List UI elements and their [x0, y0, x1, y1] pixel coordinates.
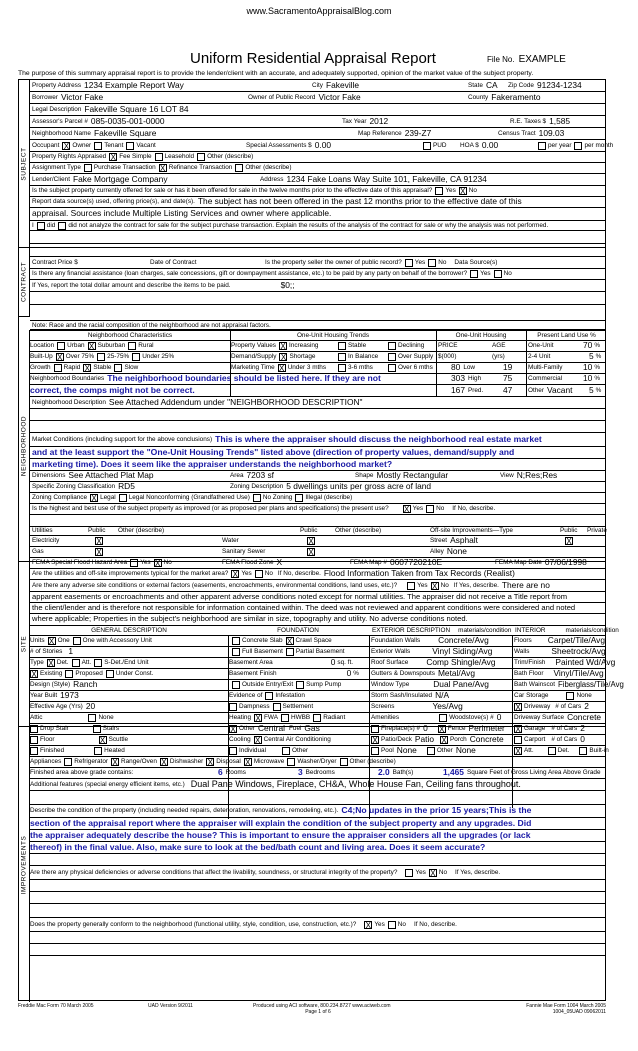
- market-conditions: This is where the appraiser should discuss the neighborhood real estate market: [215, 433, 542, 444]
- effective-age: 20: [85, 701, 96, 712]
- fireplace-checkbox[interactable]: [371, 725, 379, 733]
- produced-by: Produced using ACI software, 800.234.8727 www.aciweb.com Page 1 of 6: [253, 1003, 391, 1015]
- imp-row-features: Additional features (special energy efficient items, etc.) Dual Pane Windows, Fireplace, CH&A, Whole House Fan, Ceiling fans throughout.: [30, 779, 605, 791]
- legal-checkbox[interactable]: X: [91, 494, 97, 503]
- per-month-checkbox[interactable]: [574, 142, 582, 150]
- sump-pump-checkbox[interactable]: [296, 681, 304, 689]
- carport-checkbox[interactable]: [514, 736, 522, 744]
- fannie-form: Fannie Mae Form 1004 March 2005 1004_05UAD 09062011: [526, 1003, 606, 1015]
- basement-finish: 0: [346, 668, 352, 679]
- imp-blank-3: [30, 880, 605, 892]
- section-label-neighborhood: NEIGHBORHOOD: [19, 330, 30, 562]
- increasing-checkbox[interactable]: X: [280, 342, 286, 351]
- site-utilities-row-2: Gas X Sanitary Sewer X Alley None: [30, 547, 605, 558]
- lender-address: 1234 Fake Loans Way Suite 101, Fakeville, CA 91234: [286, 173, 487, 184]
- site-dimensions: See Attached Plat Map: [68, 470, 154, 481]
- under3-checkbox[interactable]: X: [279, 364, 285, 373]
- scuttle-checkbox[interactable]: X: [99, 736, 106, 745]
- uad-version: UAD Version 9/2011: [148, 1003, 193, 1009]
- assignment-other-checkbox[interactable]: [235, 164, 243, 172]
- site-url[interactable]: www.SacramentoAppraisalBlog.com: [246, 6, 392, 16]
- fema-no-checkbox[interactable]: X: [154, 559, 161, 568]
- imp-row-3: Type X Det. Att. S-Det./End Unit Basement Area 0 sq. ft. Roof Surface Comp Shingle/Avg Trim/Finish Painted Wd/Avg: [30, 657, 616, 668]
- att-garage-checkbox[interactable]: X: [515, 747, 521, 756]
- subject-row-legal: Legal Description Fakeville Square 16 LOT 84: [30, 104, 605, 116]
- individual-checkbox[interactable]: [229, 747, 237, 755]
- screens: Yes/Avg: [432, 701, 463, 712]
- imp-blank-8: [30, 956, 605, 970]
- did-not-checkbox[interactable]: [58, 222, 66, 230]
- rights-other-checkbox[interactable]: [197, 153, 205, 161]
- imp-row-appliances: Appliances Refrigerator X Range/Oven X Dishwasher X Disposal X Microwave Washer/Dryer Other (describe): [30, 757, 605, 768]
- one-unit-checkbox[interactable]: X: [48, 637, 55, 646]
- census-tract: 109.03: [538, 127, 565, 138]
- fema-map-date: 07/06/1998: [544, 557, 587, 568]
- site-row-zoning: Specific Zoning Classification RD5 Zoning Description 5 dwellings units per gross acre of land: [30, 482, 605, 493]
- attic-none-checkbox[interactable]: [88, 714, 96, 722]
- purpose-statement: The purpose of this summary appraisal report is to provide the lender/client with an accurate, and adequately supported, opinion of the market value of the subject property.: [18, 70, 534, 77]
- contract-row-total: If Yes, report the total dollar amount and describe the items to be paid. $0;;: [30, 280, 605, 292]
- neighborhood-note: Note: Race and the racial composition of the neighborhood are not appraisal factors.: [30, 321, 605, 331]
- sewer-public-checkbox[interactable]: X: [308, 548, 314, 557]
- site-adverse-row: Are there any adverse site conditions or external factors (easements, encroachments, environmental conditions, land uses, etc.)? Yes X No If Yes, describe. There are no: [30, 580, 605, 592]
- one-unit-pct: 70: [583, 340, 593, 351]
- garage-checkbox[interactable]: X: [515, 725, 521, 734]
- att-checkbox[interactable]: [72, 659, 80, 667]
- improvements-headers: GENERAL DESCRIPTION FOUNDATION EXTERIOR DESCRIPTION materials/condition INTERIOR materials/condition: [30, 626, 605, 636]
- adverse-no-checkbox[interactable]: X: [431, 581, 438, 591]
- under25-checkbox[interactable]: [132, 353, 140, 361]
- dishwasher-checkbox[interactable]: X: [161, 758, 167, 767]
- legal-description: Fakeville Square 16 LOT 84: [84, 103, 189, 114]
- neighborhood-row-5: correct, the comps might not be correct. 167 Pred. 47 Other Vacant 5 %: [30, 385, 605, 397]
- radiant-checkbox[interactable]: [313, 714, 321, 722]
- porch-type: Concrete: [469, 734, 504, 745]
- nonconforming-checkbox[interactable]: [119, 494, 127, 502]
- typical-description: Flood Information Taken from Tax Records (Realist): [323, 568, 515, 579]
- shortage-checkbox[interactable]: X: [280, 353, 287, 362]
- central-ac-checkbox[interactable]: X: [255, 736, 261, 745]
- storm-sash: N/A: [435, 690, 450, 701]
- foundation-walls: Concrete/Avg: [438, 635, 489, 646]
- bedrooms-count: 3: [298, 767, 303, 778]
- market-conditions-cont-2: marketing time). Does it seem like the appraiser understands the neighborhood market?: [32, 458, 393, 469]
- microwave-checkbox[interactable]: X: [245, 758, 251, 767]
- gas-public-checkbox[interactable]: X: [96, 548, 102, 557]
- neighborhood-blank-1: [30, 409, 605, 421]
- assistance-yes-checkbox[interactable]: [470, 270, 478, 278]
- design-style: Ranch: [73, 679, 98, 690]
- trim-finish: Painted Wd/Avg: [555, 657, 616, 668]
- typical-yes-checkbox[interactable]: X: [232, 570, 238, 579]
- site-row-hbu: Is the highest and best use of the subject property as improved (or as proposed per plans and specifications) the present use? X Yes No If No, describe.: [30, 504, 605, 515]
- rural-checkbox[interactable]: [128, 342, 136, 350]
- concrete-slab-checkbox[interactable]: [232, 637, 240, 645]
- contract-row-assistance: Is there any financial assistance (loan charges, sale concessions, gift or downpayment assistance, etc.) to be paid by any party on behalf of the borrower? Yes No: [30, 269, 605, 280]
- street-public-checkbox[interactable]: X: [566, 537, 572, 546]
- high-age: 75: [503, 373, 513, 384]
- commercial-pct: 10: [583, 373, 593, 384]
- subject-row-occupant: Occupant X Owner Tenant Vacant Special Assessments $ 0.00 PUD HOA $ 0.00 per year per month: [32, 139, 614, 151]
- subject-row-rights: Property Rights Appraised X Fee Simple Leasehold Other (describe): [30, 152, 605, 163]
- declining-checkbox[interactable]: [388, 342, 396, 350]
- seller-yes-checkbox[interactable]: [405, 259, 413, 267]
- over75-checkbox[interactable]: X: [57, 353, 63, 362]
- neighborhood-row-market-2: [30, 447, 605, 459]
- pred-age: 47: [503, 384, 513, 395]
- map-reference: 239-Z7: [404, 127, 432, 138]
- site-typical-row: Are the utilities and off-site improvements typical for the market area? X Yes No If No, describe. Flood Information Taken from Tax Records (Realist): [30, 569, 605, 580]
- subject-row-neighborhood: Neighborhood Name Fakeville Square Map Reference 239-Z7 Census Tract 109.03: [30, 128, 605, 140]
- dampness-checkbox[interactable]: [229, 703, 237, 711]
- imp-row-7: Effective Age (Yrs) 20 Dampness Settlement Screens Yes/Avg X Driveway # of Cars 2: [30, 702, 605, 713]
- urban-checkbox[interactable]: [57, 342, 65, 350]
- imp-row-condition: Describe the condition of the property (including needed repairs, deterioration, renovations, remodeling, etc.). C4;No updates in the prior 15 years;This is the: [30, 805, 605, 818]
- year-built: 1973: [60, 690, 79, 701]
- subject-row-apn: Assessor's Parcel # 085-0035-001-0000 Tax Year 2012 R.E. Taxes $ 1,585: [30, 116, 605, 128]
- zoning-class: RD5: [118, 481, 135, 492]
- washer-dryer-checkbox[interactable]: [287, 758, 295, 766]
- accessory-unit-checkbox[interactable]: [73, 637, 81, 645]
- imp-row-deficiency: Are there any physical deficiencies or adverse conditions that affect the livability, soundness, or structural integrity of the property? Yes X No If Yes, describe.: [30, 866, 605, 880]
- crawl-space-checkbox[interactable]: X: [286, 637, 293, 646]
- other-land-use: Vacant: [546, 384, 573, 395]
- infestation-checkbox[interactable]: [265, 692, 273, 700]
- typical-no-checkbox[interactable]: [255, 570, 263, 578]
- adverse-conditions-cont: apparent easements or encroachments and other apparent adverse conditions noted except for normal utilities. The appraiser did not receive a Title report from: [32, 591, 568, 601]
- site-adverse-row-3: [30, 603, 605, 614]
- heating-other: Central: [257, 723, 285, 734]
- imp-row-11: Finished Heated Individual Other Pool None Other None X Att. Det. Built-in: [30, 746, 605, 757]
- pool-type: None: [396, 745, 417, 756]
- det-garage-checkbox[interactable]: [548, 747, 556, 755]
- section-label-site: SITE: [19, 562, 30, 727]
- other-amenity-checkbox[interactable]: [427, 747, 435, 755]
- woodstove-count: 0: [496, 712, 502, 723]
- patio-type: Patio: [414, 734, 434, 745]
- imp-blank-5: [30, 904, 605, 918]
- imp-row-2: # of Stories 1 Full Basement Partial Basement Exterior Walls Vinyl Siding/Avg Walls Sheetrock/Avg: [30, 646, 606, 657]
- borrower: Victor Fake: [60, 91, 104, 102]
- patio-checkbox[interactable]: X: [372, 736, 378, 745]
- did-checkbox[interactable]: [37, 222, 45, 230]
- outside-entry-checkbox[interactable]: [232, 681, 240, 689]
- hbu-no-checkbox[interactable]: [426, 505, 434, 513]
- tenant-checkbox[interactable]: [94, 142, 102, 150]
- site-row-dimensions: Dimensions See Attached Plat Map Area 7203 sf Shape Mostly Rectangular View N;Res;Res: [30, 471, 605, 482]
- roof-surface: Comp Shingle/Avg: [426, 657, 496, 668]
- drop-stair-checkbox[interactable]: [30, 725, 38, 733]
- imp-row-condition-2: [30, 818, 605, 830]
- adverse-conditions: There are no: [501, 579, 550, 590]
- two-four-pct: 5: [589, 351, 594, 362]
- range-checkbox[interactable]: X: [112, 758, 118, 767]
- stable-values-checkbox[interactable]: [338, 342, 346, 350]
- subject-row-address: Property Address 1234 Example Report Way City Fakeville State CA Zip Code 91234-1234: [30, 80, 605, 92]
- contract-section: [30, 220, 605, 330]
- re-taxes: 1,585: [549, 115, 571, 126]
- subject-row-report-data-2: [30, 208, 605, 220]
- floor-checkbox[interactable]: [30, 736, 38, 744]
- contract-blank-2: [30, 244, 605, 257]
- fence-type: Perimeter: [468, 723, 505, 734]
- hwbb-checkbox[interactable]: [281, 714, 289, 722]
- imp-row-10: Floor X Scuttle Cooling X Central Air Conditioning X Patio/Deck Patio X Porch Concrete Carport # of Cars 0: [30, 735, 605, 746]
- imp-blank-6: [30, 932, 605, 944]
- report-data-source-cont: appraisal. Sources include Multiple Listing Services and owner where applicable.: [32, 208, 332, 219]
- neighborhood-row-1: Location Urban X Suburban Rural Property Values X Increasing Stable Declining PRICE AGE One-Unit 70 %: [30, 341, 605, 352]
- carport-cars: 0: [580, 734, 585, 745]
- gutters-downspouts: Metal/Avg: [437, 668, 476, 679]
- neighborhood-row-2: Built-Up X Over 75% 25-75% Under 25% Demand/Supply X Shortage In Balance Over Supply $(000) (yrs) 2-4 Unit 5 %: [30, 352, 605, 363]
- property-condition-cont: section of the appraisal report where the appraiser will explain the condition of the subject property and any upgrades. Did: [30, 817, 532, 828]
- freddie-form: Freddie Mac Form 70 March 2005: [18, 1003, 94, 1009]
- gross-living-area: 1,465: [443, 767, 464, 778]
- slow-checkbox[interactable]: [114, 364, 122, 372]
- settlement-checkbox[interactable]: [273, 703, 281, 711]
- adverse-conditions-cont-3: where applicable; Properties in the subject's neighborhood are similar in size, topography and utility. No adverse conditions noted.: [32, 614, 468, 624]
- assistance-no-checkbox[interactable]: [494, 270, 502, 278]
- car-storage-none-checkbox[interactable]: [566, 692, 574, 700]
- refrigerator-checkbox[interactable]: [64, 758, 72, 766]
- fwa-checkbox[interactable]: X: [255, 714, 261, 723]
- assessors-parcel: 085-0035-001-0000: [90, 115, 165, 126]
- imp-row-5: Design (Style) Ranch Outside Entry/Exit Sump Pump Window Type Dual Pane/Avg Bath Wainscot Fiberglass/Tile/Avg: [30, 679, 624, 690]
- stairs-checkbox[interactable]: [93, 725, 101, 733]
- zoning-description: 5 dwellings units per gross acre of land: [286, 481, 432, 492]
- site-utilities-row-1: Electricity X Water X Street Asphalt X: [30, 536, 605, 547]
- woodstove-checkbox[interactable]: [439, 714, 447, 722]
- neighborhood-row-market: Market Conditions (including support for the above conclusions) This is where the appraiser should discuss the neighborhood real estate market: [30, 433, 605, 447]
- bath-wainscot: Fiberglass/Tile/Avg: [557, 679, 624, 689]
- site-fema-row: FEMA Special Flood Hazard Area Yes X No FEMA Flood Zone X FEMA Map # 0607720210E FEMA Map Date 07/06/1998: [30, 558, 605, 569]
- imp-row-conform: Does the property generally conform to the neighborhood (functional utility, style, condition, use, construction, etc.)? X Yes No If No, describe.: [30, 918, 605, 932]
- cooling-other-checkbox[interactable]: [282, 747, 290, 755]
- imp-row-finished-area: Finished area above grade contains: 6 Rooms 3 Bedrooms 2.0 Bath(s) 1,465 Square Feet of Gross Living Area Above Grade: [30, 768, 605, 779]
- neighborhood-description: See Attached Addendum under "NEIGHBORHOOD DESCRIPTION": [108, 396, 363, 407]
- appraisal-form: [18, 79, 624, 1001]
- baths-count: 2.0: [378, 767, 390, 778]
- imp-row-6: Year Built 1973 Evidence of Infestation Storm Sash/Insulated N/A Car Storage None: [30, 691, 605, 702]
- special-assessments: 0.00: [314, 139, 332, 150]
- section-label-subject: SUBJECT: [19, 80, 30, 248]
- deficiency-yes-checkbox[interactable]: [405, 869, 413, 877]
- r25-75-checkbox[interactable]: [97, 353, 105, 361]
- imp-blank-1: [30, 791, 605, 805]
- disposal-checkbox[interactable]: X: [207, 758, 213, 767]
- subject-row-report-data: Report data source(s) used, offering price(s), and date(s). The subject has not been offered in the past 12 months prior to the effective date of this: [30, 197, 605, 208]
- file-number: File No. EXAMPLE: [487, 54, 566, 65]
- fee-simple-checkbox[interactable]: X: [110, 153, 116, 162]
- neighborhood-row-4: Neighborhood Boundaries The neighborhood boundaries should be listed here. If they are not 303 High 75 Commercial 10 %: [30, 374, 605, 385]
- imp-row-condition-4: [30, 842, 605, 854]
- contract-blank-1: [30, 231, 605, 244]
- subject-row-borrower: Borrower Victor Fake Owner of Public Record Victor Fake County Fakeramento: [30, 92, 605, 104]
- pred-price: 167: [451, 384, 465, 395]
- low-age: 19: [503, 362, 513, 373]
- neighborhood-name: Fakeville Square: [93, 127, 157, 138]
- assistance-total: $0;;: [280, 279, 295, 290]
- stable-growth-checkbox[interactable]: X: [84, 364, 90, 373]
- conform-yes-checkbox[interactable]: X: [365, 920, 372, 930]
- no-zoning-checkbox[interactable]: [253, 494, 261, 502]
- walls: Sheetrock/Avg: [551, 646, 606, 657]
- water-public-checkbox[interactable]: X: [308, 537, 314, 546]
- stories: 1: [68, 646, 73, 657]
- hbu-yes-checkbox[interactable]: X: [404, 505, 410, 514]
- driveway-checkbox[interactable]: X: [515, 703, 521, 712]
- imp-row-4: X Existing Proposed Under Const. Basement Finish 0 % Gutters & Downspouts Metal/Avg Bath Floor Vinyl/Tile/Avg: [31, 668, 604, 679]
- site-shape: Mostly Rectangular: [376, 470, 449, 481]
- subject-row-offered: Is the subject property currently offered for sale or has it been offered for sale in the twelve months prior to the effective date of this appraisal? Yes X No: [30, 186, 605, 197]
- hoa-amount: 0.00: [481, 139, 499, 150]
- appliance-other-checkbox[interactable]: [340, 758, 348, 766]
- leasehold-checkbox[interactable]: [155, 153, 163, 161]
- suburban-checkbox[interactable]: X: [88, 342, 95, 351]
- window-type: Dual Pane/Avg: [433, 679, 489, 690]
- over-supply-checkbox[interactable]: [388, 353, 396, 361]
- offered-no-checkbox[interactable]: X: [460, 187, 466, 196]
- fema-flood-zone: X: [276, 557, 283, 568]
- pool-checkbox[interactable]: [371, 747, 379, 755]
- garage-cars: 2: [580, 723, 585, 734]
- property-address: 1234 Example Report Way: [84, 79, 184, 90]
- imp-row-1: Units X One One with Accessory Unit Concrete Slab X Crawl Space Foundation Walls Concrete/Avg Floors Carpet/Tile/Avg: [30, 635, 606, 646]
- sdet-checkbox[interactable]: [94, 659, 102, 667]
- rapid-checkbox[interactable]: [54, 364, 62, 372]
- rooms-count: 6: [218, 767, 223, 778]
- street: Asphalt: [450, 535, 478, 546]
- neighborhood-blank-2: [30, 421, 605, 433]
- city: Fakeville: [326, 79, 360, 90]
- owner-of-record: Victor Fake: [318, 91, 361, 102]
- contract-blank-4: [30, 305, 605, 318]
- per-year-checkbox[interactable]: [538, 142, 546, 150]
- state: CA: [485, 79, 498, 90]
- proposed-checkbox[interactable]: [65, 670, 73, 678]
- pud-checkbox[interactable]: [423, 142, 431, 150]
- imp-blank-4: [30, 892, 605, 904]
- basement-area: 0: [330, 657, 336, 668]
- subject-row-assignment: Assignment Type Purchase Transaction X Refinance Transaction Other (describe): [30, 163, 605, 174]
- adverse-yes-checkbox[interactable]: [407, 582, 415, 590]
- owner-checkbox[interactable]: X: [63, 141, 70, 151]
- property-condition-cont-2: the appraiser adequately describe the house? This is important to ensure the appraiser considers all the upgrades (or lack: [30, 829, 531, 840]
- builtin-checkbox[interactable]: [579, 747, 587, 755]
- neighborhood-row-description: Neighborhood Description See Attached Addendum under "NEIGHBORHOOD DESCRIPTION": [30, 397, 605, 409]
- refinance-checkbox[interactable]: X: [160, 164, 166, 173]
- site-view: N;Res;Res: [516, 470, 558, 481]
- subject-row-lender: Lender/Client Fake Mortgage Company Address 1234 Fake Loans Way Suite 101, Fakeville, CA 91234: [30, 174, 605, 186]
- site-row-compliance: Zoning Compliance X Legal Legal Nonconforming (Grandfathered Use) No Zoning Illegal (describe): [30, 493, 605, 504]
- under-const-checkbox[interactable]: [106, 670, 114, 678]
- heat-other-checkbox[interactable]: X: [230, 725, 236, 734]
- neighborhood-boundaries-cont: correct, the comps might not be correct.: [30, 384, 195, 395]
- adverse-conditions-cont-2: the client/lender and is therefore not responsible for information contained within. The deed was not reviewed and apparent conditions were considered and noted: [32, 602, 576, 612]
- low-price: 80: [451, 362, 461, 373]
- deficiency-no-checkbox[interactable]: X: [430, 868, 436, 878]
- vacant-checkbox[interactable]: [126, 142, 134, 150]
- contract-row-did: I did did not analyze the contract for sale for the subject purchase transaction. Explain the results of the analysis of the contract for sale or why the analysis was not performed.: [30, 220, 605, 231]
- additional-features: Dual Pane Windows, Fireplace, CH&A, Whole House Fan, Ceiling fans throughout.: [190, 779, 521, 790]
- det-checkbox[interactable]: X: [48, 659, 54, 668]
- fema-yes-checkbox[interactable]: [130, 559, 138, 567]
- county: Fakeramento: [491, 91, 541, 102]
- existing-checkbox[interactable]: X: [31, 670, 37, 679]
- full-basement-checkbox[interactable]: [232, 648, 240, 656]
- partial-basement-checkbox[interactable]: [286, 648, 294, 656]
- high-price: 303: [451, 373, 465, 384]
- porch-checkbox[interactable]: X: [441, 736, 447, 745]
- site-utilities-header: Utilities Public Other (describe) Public Other (describe) Off-site Improvements—Type Public Private: [30, 526, 605, 536]
- imp-blank-2: [30, 854, 605, 866]
- property-condition-cont-3: thereof) in the final value. Also, make sure to look at the bed/bath count and living area. Does it seem accurate?: [30, 841, 486, 852]
- driveway-cars: 2: [584, 701, 589, 712]
- illegal-checkbox[interactable]: [295, 494, 303, 502]
- offered-yes-checkbox[interactable]: [435, 187, 443, 195]
- in-balance-checkbox[interactable]: [338, 353, 346, 361]
- section-label-contract: CONTRACT: [19, 248, 30, 317]
- improvements-section: [30, 635, 624, 1002]
- fema-map-number: 0607720210E: [389, 557, 443, 568]
- floors: Carpet/Tile/Avg: [547, 635, 606, 646]
- imp-row-9: Drop Stair Stairs X Other Central Fuel Gas Fireplace(s) # 0 X Fence Perimeter X Garage # of Cars 2: [30, 724, 605, 735]
- imp-row-8: Attic None Heating X FWA HWBB Radiant Amenities Woodstove(s) # 0 Driveway Surface Concrete: [30, 713, 605, 724]
- fireplace-count: 0: [423, 723, 428, 734]
- electricity-public-checkbox[interactable]: X: [96, 537, 102, 546]
- seller-no-checkbox[interactable]: [428, 259, 436, 267]
- neighborhood-headers: Neighborhood Characteristics One-Unit Housing Trends One-Unit Housing Present Land Use %: [30, 331, 605, 341]
- fence-checkbox[interactable]: X: [439, 725, 445, 734]
- imp-blank-7: [30, 944, 605, 956]
- neighborhood-divider: [526, 331, 527, 397]
- finished-attic-checkbox[interactable]: [30, 747, 38, 755]
- site-adverse-row-4: [30, 614, 605, 626]
- neighborhood-row-3: Growth Rapid X Stable Slow Marketing Time X Under 3 mths 3-6 mths Over 6 mths 80 Low 19 Multi-Family 10 %: [30, 363, 605, 374]
- market-conditions-cont: and at the least support the "One-Unit Housing Trends" listed above (direction of property values, demand/supply and: [32, 446, 515, 457]
- section-label-improvements: IMPROVEMENTS: [19, 727, 30, 1002]
- other-pct: 5: [589, 384, 594, 395]
- zip-code: 91234-1234: [536, 79, 582, 90]
- lender-client: Fake Mortgage Company: [73, 173, 168, 184]
- driveway-surface: Concrete: [567, 712, 602, 723]
- conform-no-checkbox[interactable]: [388, 921, 396, 929]
- contract-row-price: Contract Price $ Date of Contract Is the property seller the owner of public record? Yes No Data Source(s): [30, 257, 605, 269]
- neighborhood-boundaries: The neighborhood boundaries should be listed here. If they are not: [107, 373, 381, 384]
- purchase-checkbox[interactable]: [84, 164, 92, 172]
- neighborhood-divider: [436, 331, 437, 397]
- property-condition: C4;No updates in the prior 15 years;This is the: [341, 805, 532, 816]
- report-title: Uniform Residential Appraisal Report: [190, 50, 436, 67]
- neighborhood-divider: [230, 331, 231, 397]
- exterior-walls: Vinyl Siding/Avg: [432, 646, 493, 657]
- heating-fuel: Gas: [304, 723, 320, 734]
- alley: None: [446, 546, 467, 557]
- m3-6-checkbox[interactable]: [338, 364, 346, 372]
- imp-row-condition-3: [30, 830, 605, 842]
- report-data-source: The subject has not been offered in the past 12 months prior to the effective date of this: [197, 196, 522, 207]
- contract-blank-3: [30, 292, 605, 305]
- bath-floor: Vinyl/Tile/Avg: [553, 668, 604, 679]
- other-amenity: None: [455, 745, 476, 756]
- multi-family-pct: 10: [583, 362, 593, 373]
- site-area: 7203 sf: [246, 470, 274, 481]
- site-adverse-row-2: [30, 592, 605, 603]
- heated-attic-checkbox[interactable]: [94, 747, 102, 755]
- over6-checkbox[interactable]: [388, 364, 396, 372]
- tax-year: 2012: [369, 115, 389, 126]
